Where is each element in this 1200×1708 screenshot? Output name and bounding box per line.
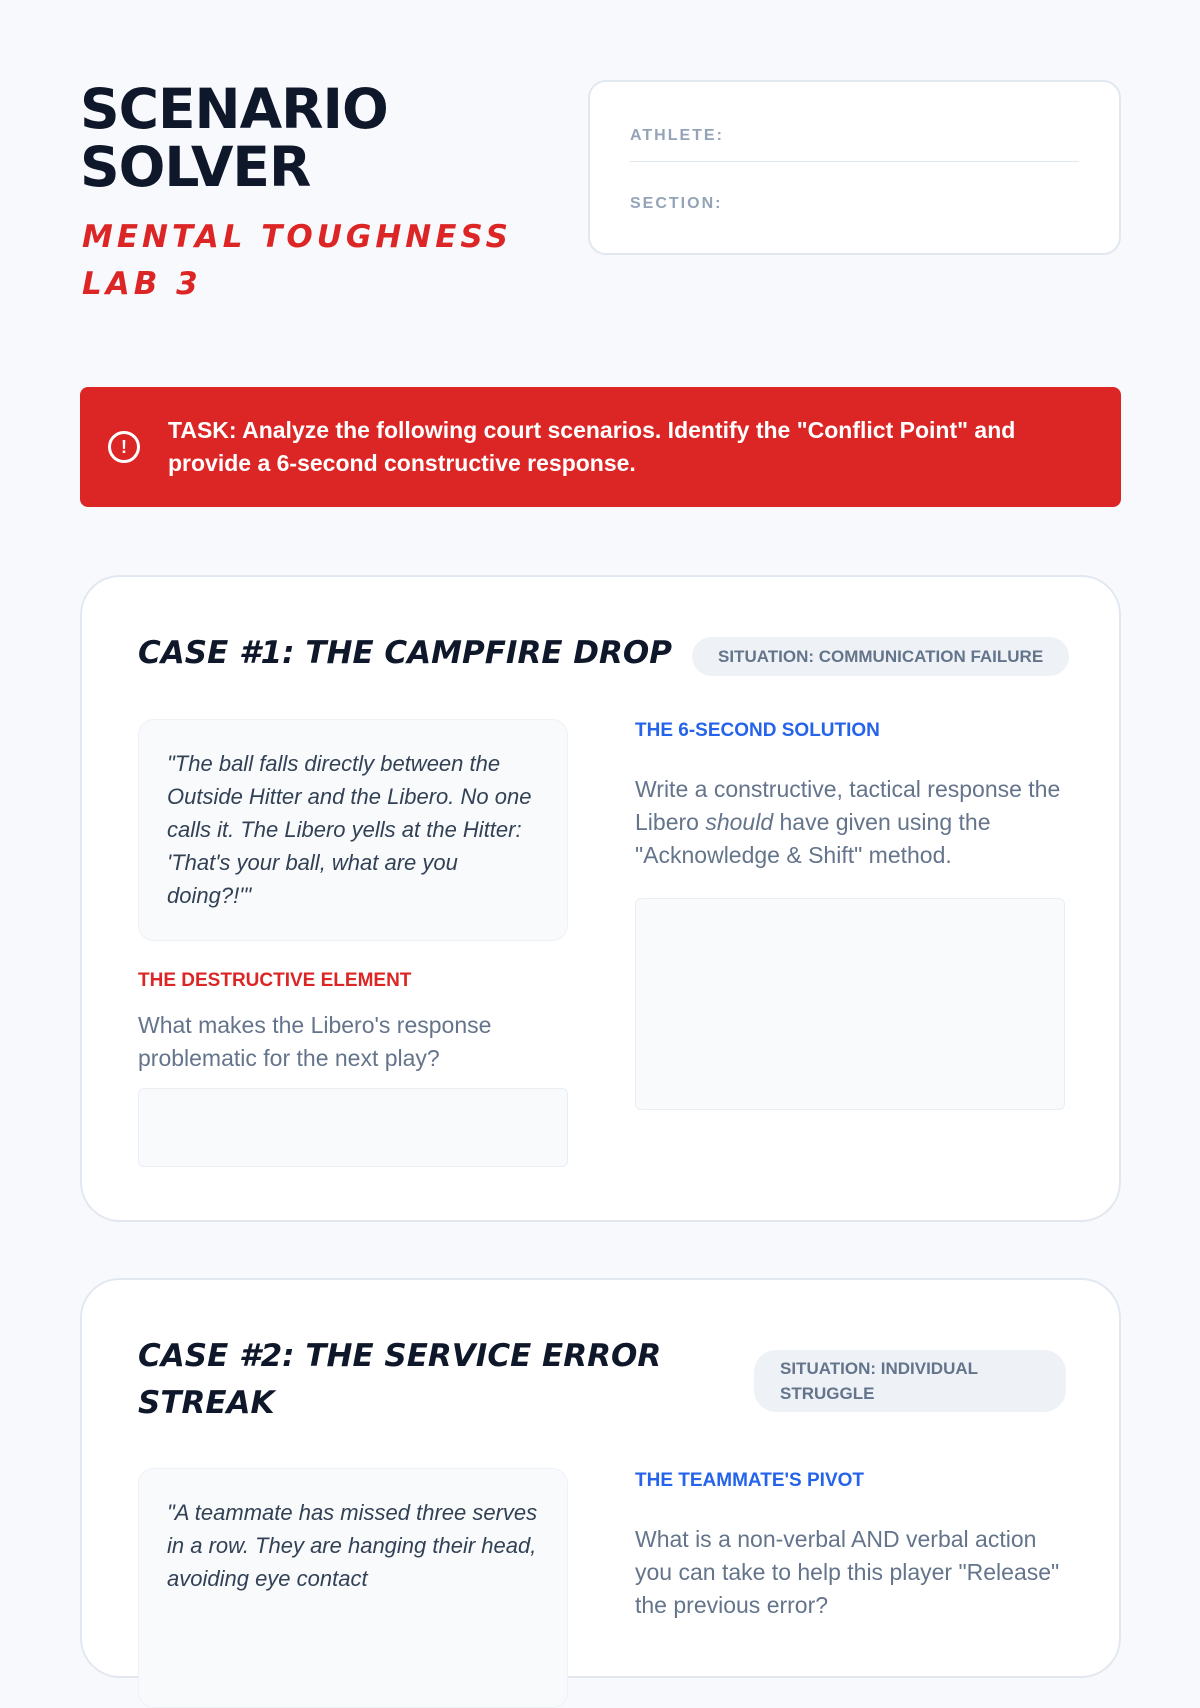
alert-circle-icon: ! xyxy=(108,431,140,463)
pivot-label: THE TEAMMATE'S PIVOT xyxy=(635,1470,865,1491)
athlete-label: ATHLETE: xyxy=(630,127,724,144)
page-title: SCENARIO SOLVER xyxy=(80,77,388,199)
solution-prompt-start: Write a constructive, tactical response the Libero xyxy=(635,776,1061,835)
solution-prompt-end: have given using the "Acknowledge & Shift" method. xyxy=(635,809,991,868)
situation-badge: SITUATION: INDIVIDUAL STRUGGLE xyxy=(754,1350,1066,1412)
solution-answer[interactable] xyxy=(635,898,1065,1110)
solution-label: THE 6-SECOND SOLUTION xyxy=(635,720,880,741)
section-label: SECTION: xyxy=(630,195,723,212)
case-card-1 xyxy=(80,575,1121,1222)
destructive-element-label: THE DESTRUCTIVE ELEMENT xyxy=(138,970,412,991)
section-field[interactable] xyxy=(630,162,1079,228)
solution-prompt xyxy=(635,773,1075,872)
athlete-field[interactable] xyxy=(630,82,1079,162)
page-subtitle: MENTAL TOUGHNESS LAB 3 xyxy=(82,219,512,302)
case-card-2 xyxy=(80,1278,1121,1678)
case-title: CASE #1: THE CAMPFIRE DROP xyxy=(138,635,672,671)
destructive-element-answer[interactable] xyxy=(138,1088,568,1167)
destructive-element-prompt: What makes the Libero's response problematic for the next play? xyxy=(138,1012,492,1071)
scenario-quote: "The ball falls directly between the Outside Hitter and the Libero. No one calls it. The Libero yells at the Hitter: 'That's your ball, what are you doing?!'" xyxy=(138,719,568,941)
situation-badge: SITUATION: COMMUNICATION FAILURE xyxy=(692,637,1069,676)
student-info-card xyxy=(588,80,1121,255)
header xyxy=(80,77,1121,340)
scenario-quote: "A teammate has missed three serves in a row. They are hanging their head, avoiding eye contact xyxy=(138,1468,568,1708)
task-banner xyxy=(80,387,1121,507)
solution-prompt-emphasis: should xyxy=(705,809,774,835)
task-text: TASK: Analyze the following court scenarios. Identify the "Conflict Point" and provide a 6-second constructive response. xyxy=(168,417,1016,476)
pivot-prompt: What is a non-verbal AND verbal action you can take to help this player "Release" the previous error? xyxy=(635,1526,1060,1618)
case-title: CASE #2: THE SERVICE ERROR STREAK xyxy=(138,1338,662,1421)
